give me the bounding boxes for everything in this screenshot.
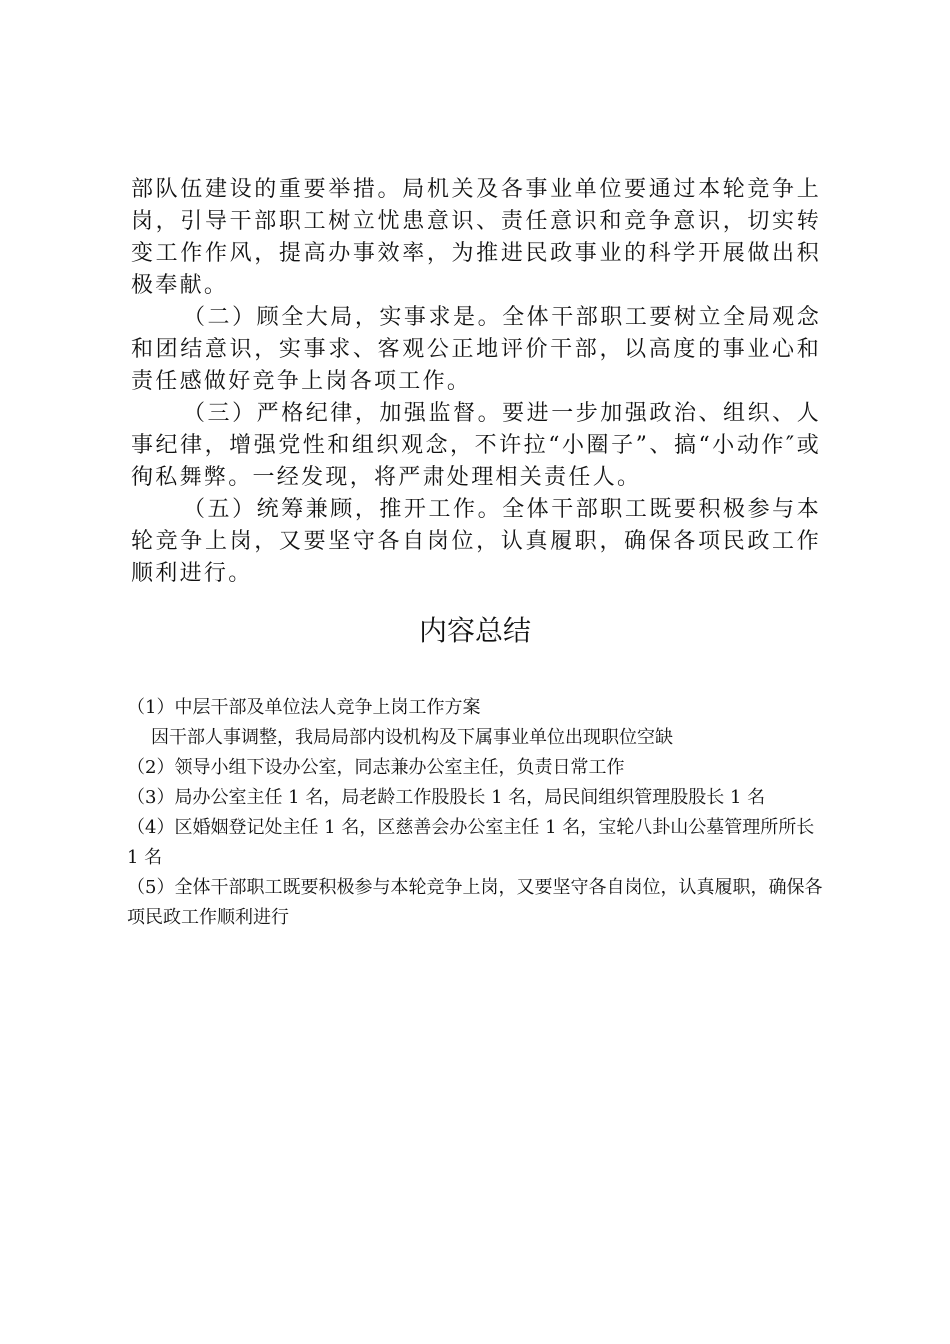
body-text bbox=[131, 174, 821, 590]
paragraph-section-5: （五）统筹兼顾，推开工作。全体干部职工既要积极参与本轮竞争上岗，又要坚守各自岗位，认真履职，确保各项民政工作顺利进行。 bbox=[131, 497, 821, 586]
paragraph-continuation: 部队伍建设的重要举措。局机关及各事业单位要通过本轮竞争上岗，引导干部职工树立忧患意识、责任意识和竞争意识，切实转变工作作风，提高办事效率，为推进民政事业的科学开展做出积极奉献。 bbox=[131, 177, 821, 298]
summary-item: （2）领导小组下设办公室，同志兼办公室主任，负责日常工作 bbox=[127, 757, 625, 778]
summary-item: （3）局办公室主任 1 名，局老龄工作股股长 1 名，局民间组织管理股股长 1 名 bbox=[127, 787, 766, 808]
summary-list bbox=[127, 693, 827, 933]
summary-item: （1）中层干部及单位法人竞争上岗工作方案 bbox=[127, 697, 481, 718]
paragraph-section-2: （二）顾全大局，实事求是。全体干部职工要树立全局观念和团结意识，实事求、客观公正地评价干部，以高度的事业心和责任感做好竞争上岗各项工作。 bbox=[131, 305, 821, 394]
summary-item: （5）全体干部职工既要积极参与本轮竞争上岗，又要坚守各自岗位，认真履职，确保各项民政工作顺利进行 bbox=[127, 877, 823, 928]
summary-title: 内容总结 bbox=[418, 614, 531, 647]
summary-item: 因干部人事调整，我局局部内设机构及下属事业单位出现职位空缺 bbox=[151, 727, 673, 748]
summary-item: （4）区婚姻登记处主任 1 名，区慈善会办公室主任 1 名，宝轮八卦山公墓管理所所长 1 名 bbox=[127, 817, 815, 868]
paragraph-section-3: （三）严格纪律，加强监督。要进一步加强政治、组织、人事纪律，增强党性和组织观念，不许拉“小圈子”、搞“小动作″或徇私舞弊。一经发现，将严肃处理相关责任人。 bbox=[131, 401, 821, 490]
